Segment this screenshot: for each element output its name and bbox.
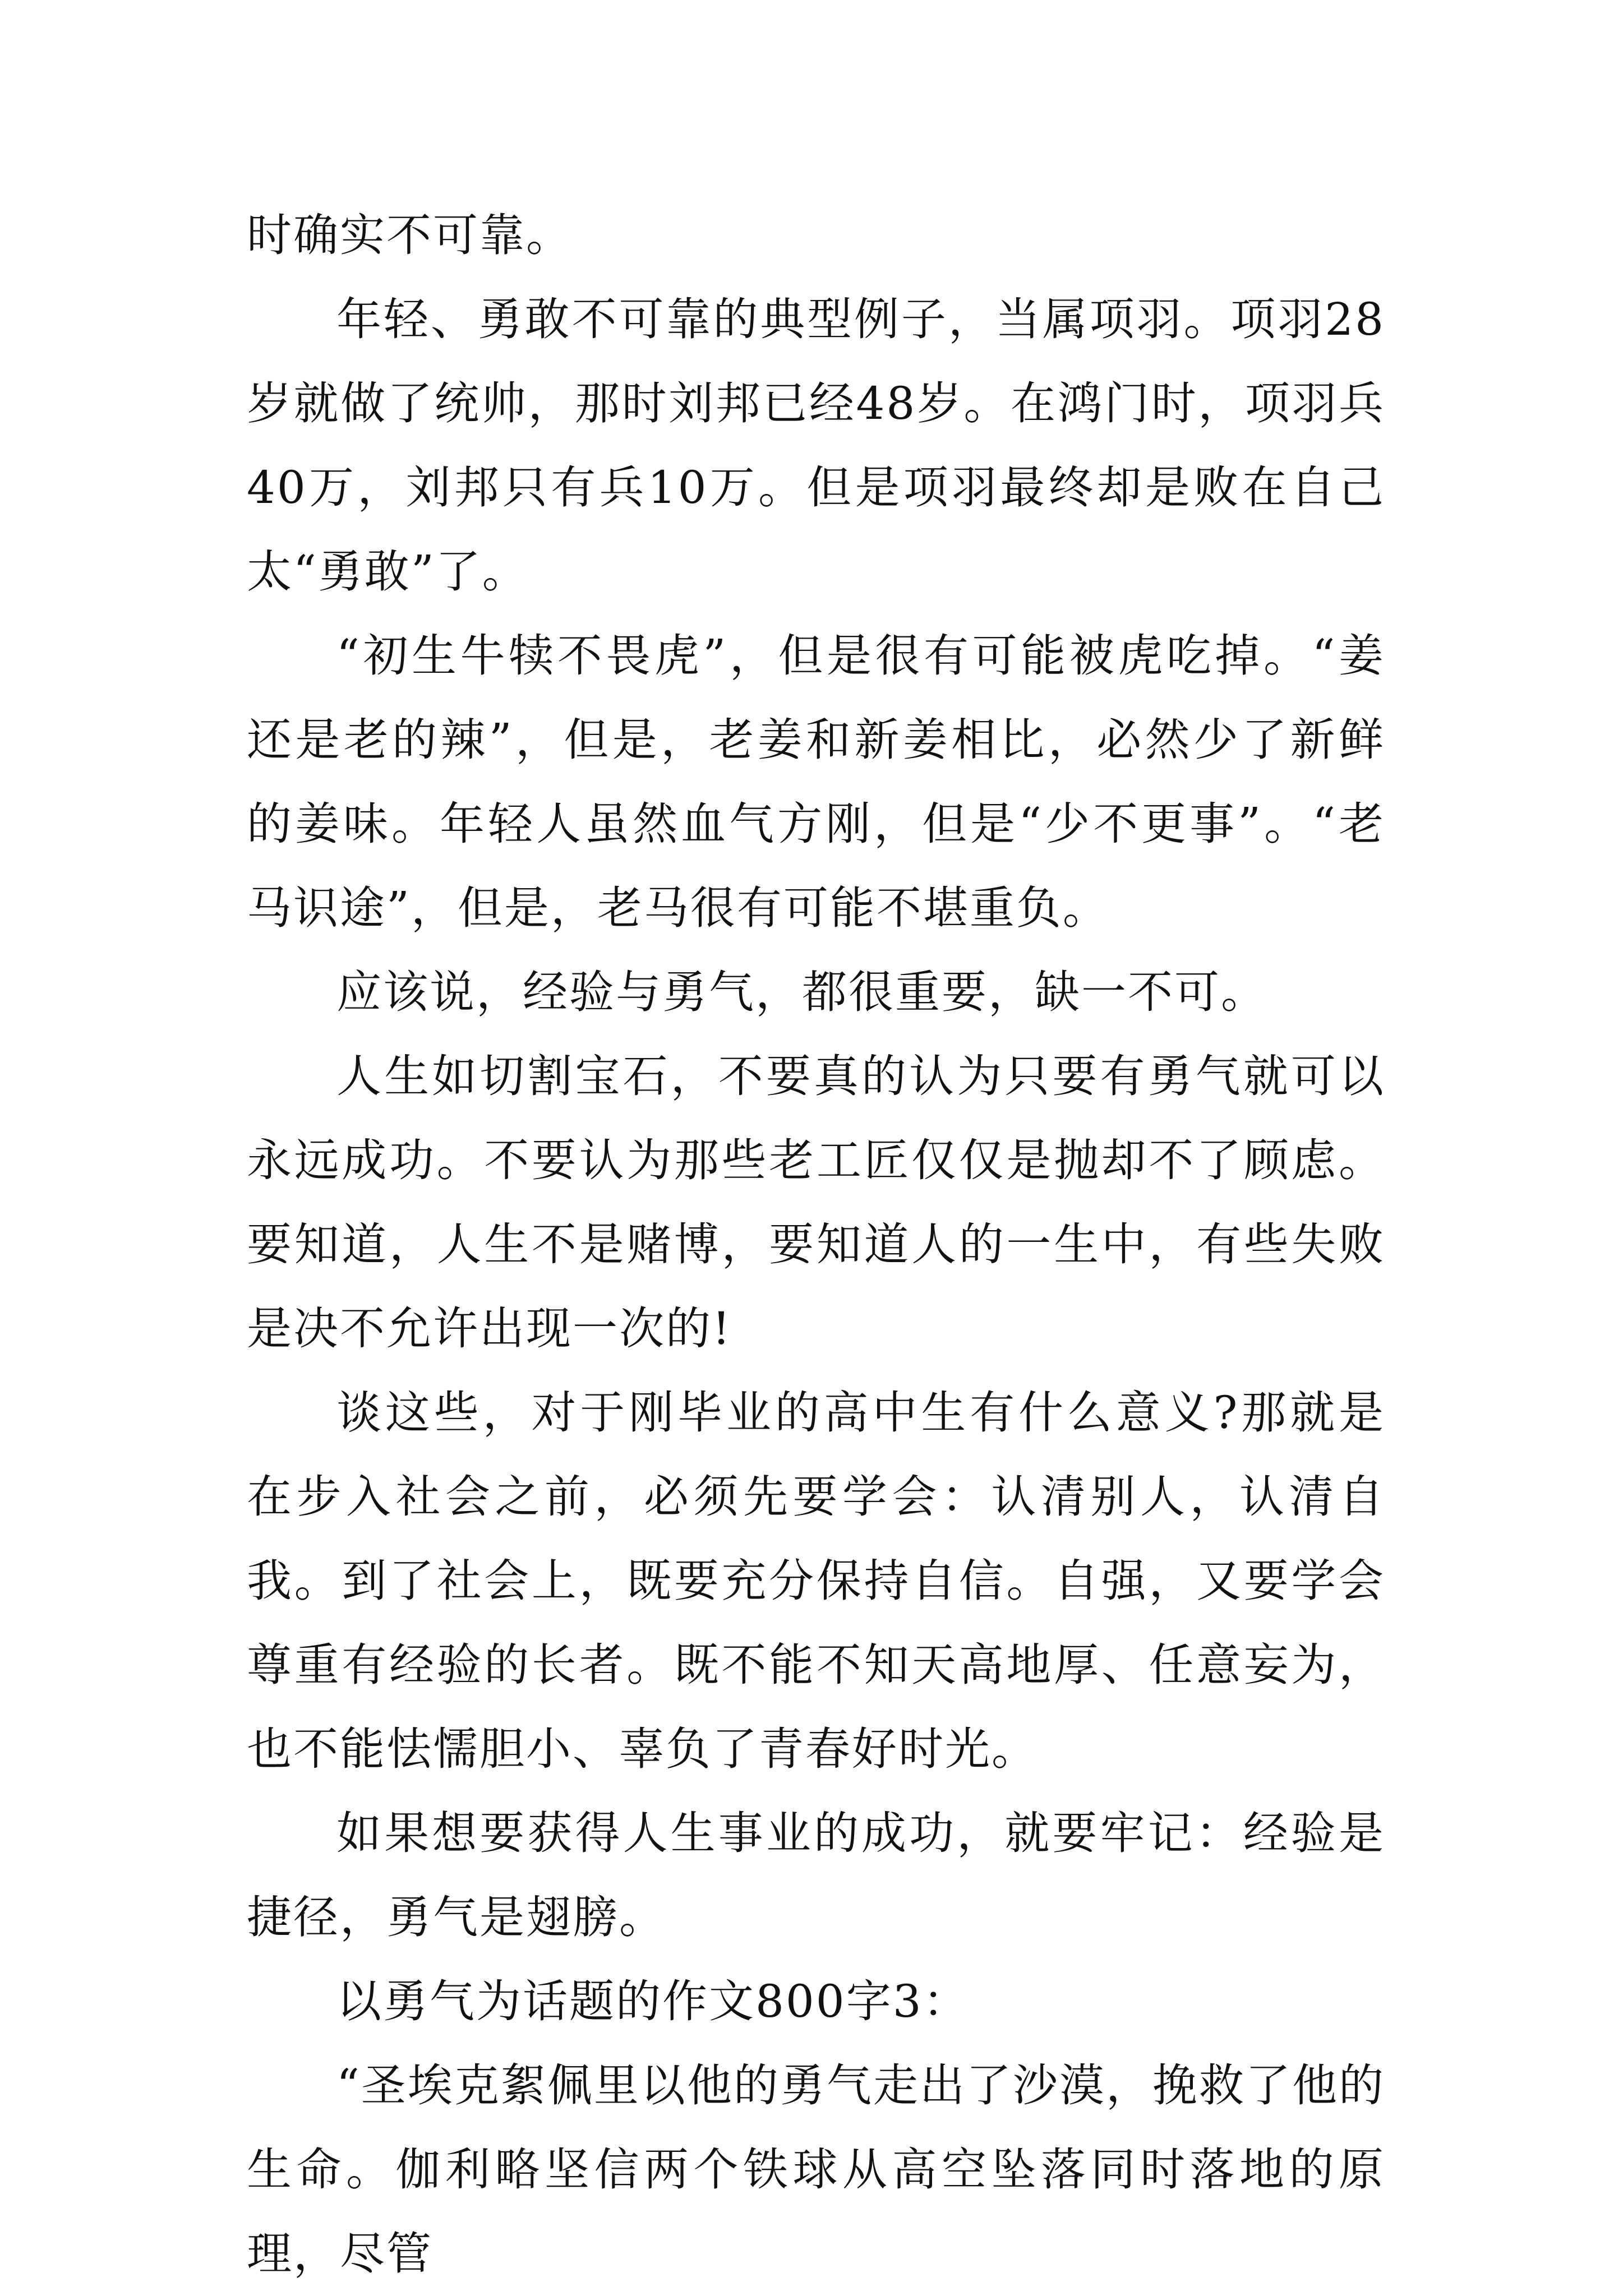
paragraph-6: 谈这些，对于刚毕业的高中生有什么意义?那就是在步入社会之前，必须先要学会：认清别人，认清自我。到了社会上，既要充分保持自信。自强，又要学会尊重有经验的长者。既不能不知天高地厚、任意妄为，也不能怯懦胆小、辜负了青春好时光。 <box>247 1387 1385 1775</box>
paragraph-8: 以勇气为话题的作文800字3： <box>336 1975 970 2027</box>
paragraph-2: 年轻、勇敢不可靠的典型例子，当属项羽。项羽28岁就做了统帅，那时刘邦已经48岁。在鸿门时，项羽兵40万，刘邦只有兵10万。但是项羽最终却是败在自己太“勇敢”了。 <box>247 293 1385 598</box>
document-body <box>247 193 1385 2296</box>
paragraph-3: “初生牛犊不畏虎”，但是很有可能被虎吃掉。“姜还是老的辣”，但是，老姜和新姜相比，必然少了新鲜的姜味。年轻人虽然血气方刚，但是“少不更事”。“老马识途”，但是，老马很有可能不堪重负。 <box>247 630 1385 934</box>
paragraph-9: “圣埃克絮佩里以他的勇气走出了沙漠，挽救了他的生命。伽利略坚信两个铁球从高空坠落同时落地的原理，尽管 <box>247 2059 1385 2280</box>
paragraph-5: 人生如切割宝石，不要真的认为只要有勇气就可以永远成功。不要认为那些老工匠仅仅是抛却不了顾虑。要知道，人生不是赌博，要知道人的一生中，有些失败是决不允许出现一次的! <box>247 1050 1385 1355</box>
paragraph-7: 如果想要获得人生事业的成功，就要牢记：经验是捷径，勇气是翅膀。 <box>247 1807 1385 1943</box>
paragraph-4: 应该说，经验与勇气，都很重要，缺一不可。 <box>336 966 1267 1018</box>
paragraph-1: 时确实不可靠。 <box>247 209 573 261</box>
